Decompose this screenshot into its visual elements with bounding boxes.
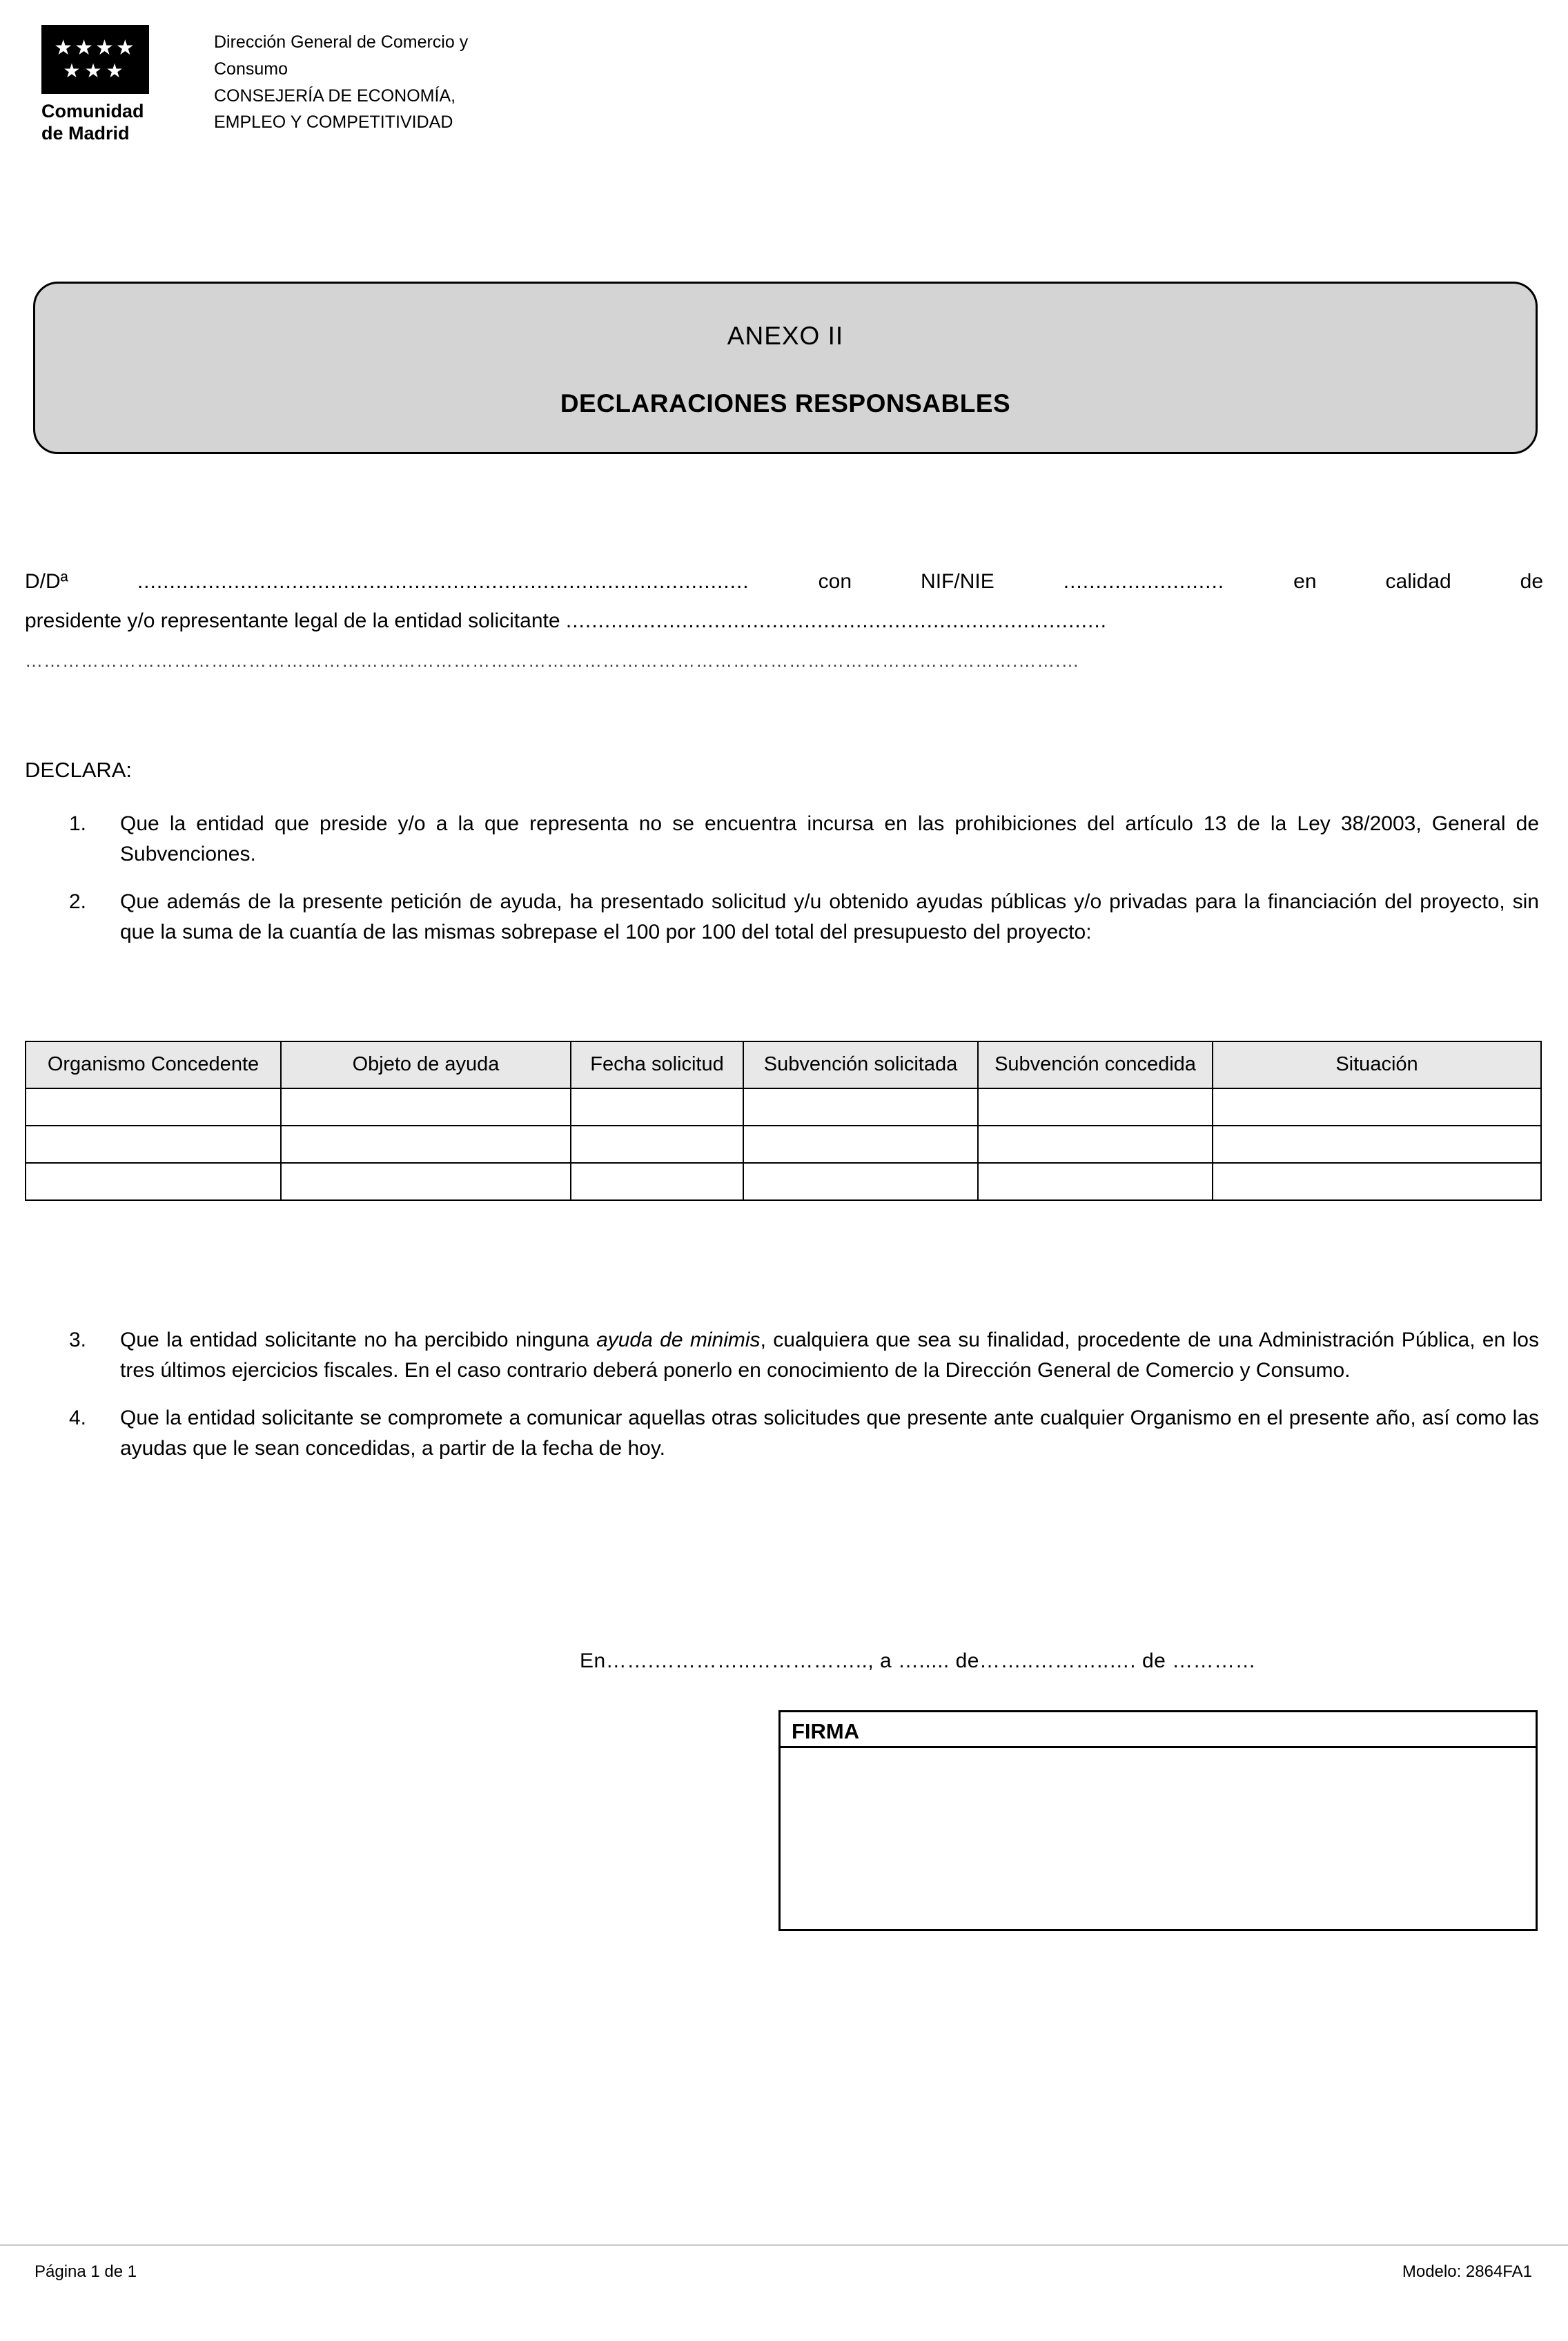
table-row (26, 1088, 1541, 1126)
org-line-1: Dirección General de Comercio y (214, 32, 469, 52)
clause-text: Que además de la presente petición de ayuda, ha presentado solicitud y/u obtenido ayudas públicas y/o privadas para la financiación del proyecto, sin que la suma de la cuantía de las mismas sobrepase el 100 por 100 del total del presupuesto del proyecto: (120, 890, 1539, 943)
role-label: en calidad de (1293, 570, 1544, 593)
nif-label: con NIF/NIE (818, 570, 994, 593)
title-box (33, 282, 1538, 454)
cell-objeto[interactable] (281, 1163, 571, 1200)
org-line-2: Consumo (214, 59, 288, 79)
cell-subvencion-solicitada[interactable] (743, 1163, 978, 1200)
place-date-field[interactable]: En…….…………..…………….., a …..... de……..………..…. de ………… (580, 1649, 1257, 1672)
clause-number: 1. (69, 812, 87, 835)
clause-number: 4. (69, 1407, 87, 1429)
document-header (41, 25, 468, 145)
comunidad-de-madrid-logo (41, 25, 186, 145)
cell-objeto[interactable] (281, 1126, 571, 1163)
column-header-fecha: Fecha solicitud (571, 1041, 743, 1088)
column-header-subvencion-concedida: Subvención concedida (978, 1041, 1213, 1088)
footer-page-number: Página 1 de 1 (35, 2262, 137, 2281)
cell-objeto[interactable] (281, 1088, 571, 1126)
list-item (69, 809, 1539, 869)
cell-situacion[interactable] (1213, 1163, 1541, 1200)
entity-field[interactable]: .................................................................................... (565, 609, 1108, 632)
signature-label: FIRMA (781, 1712, 1536, 1748)
madrid-flag-icon (41, 25, 149, 94)
cell-subvencion-concedida[interactable] (978, 1088, 1213, 1126)
cell-situacion[interactable] (1213, 1088, 1541, 1126)
cell-organismo[interactable] (26, 1088, 281, 1126)
logo-line-1: Comunidad (41, 101, 144, 121)
clause-text: Que la entidad solicitante se compromete a comunicar aquellas otras solicitudes que presente ante cualquier Organismo en el presente año, así como las ayudas que le sean concedidas, a partir de la fecha de hoy. (120, 1407, 1539, 1460)
role-description-label: presidente y/o representante legal de la entidad solicitante (25, 609, 560, 632)
table-row (26, 1126, 1541, 1163)
table-row (26, 1163, 1541, 1200)
cell-organismo[interactable] (26, 1163, 281, 1200)
logo-wordmark (41, 101, 144, 145)
column-header-organismo: Organismo Concedente (26, 1041, 281, 1088)
cell-fecha[interactable] (571, 1088, 743, 1126)
clause-text (120, 1325, 1539, 1385)
list-item (69, 1325, 1539, 1385)
cell-situacion[interactable] (1213, 1126, 1541, 1163)
cell-subvencion-solicitada[interactable] (743, 1126, 978, 1163)
declarant-intro (25, 566, 1543, 674)
declarant-name-field[interactable]: ............................................................................................... (137, 570, 749, 593)
declarant-line-3[interactable]: …………………………………………………………………………………………………………………………………………….…….… (25, 650, 1080, 671)
cell-fecha[interactable] (571, 1126, 743, 1163)
org-line-4: EMPLEO Y COMPETITIVIDAD (214, 112, 453, 133)
declarant-line-1 (25, 566, 1543, 597)
clause-text-after: , cualquiera que sea su finalidad, procedente de una Administración Pública, en los tres últimos ejercicios fiscales. En el caso contrario deberá ponerlo en conocimiento de la Dirección General de Comercio y Consumo. (120, 1329, 1539, 1382)
footer-divider (0, 2244, 1568, 2246)
table-header-row (26, 1041, 1541, 1088)
declarant-name-label: D/Dª (25, 570, 68, 593)
column-header-objeto: Objeto de ayuda (281, 1041, 571, 1088)
clause-number: 3. (69, 1329, 87, 1351)
page-title: DECLARACIONES RESPONSABLES (560, 389, 1011, 418)
cell-subvencion-concedida[interactable] (978, 1126, 1213, 1163)
logo-line-2: de Madrid (41, 122, 130, 144)
clauses-list-second (69, 1325, 1539, 1481)
annex-label: ANEXO II (727, 322, 844, 350)
clause-number: 2. (69, 890, 87, 913)
column-header-subvencion-solicitada: Subvención solicitada (743, 1041, 978, 1088)
other-aids-table (25, 1041, 1542, 1201)
clause-text-italic: ayuda de minimis (596, 1329, 761, 1351)
issuing-organisation (214, 25, 468, 136)
list-item (69, 887, 1539, 947)
column-header-situacion: Situación (1213, 1041, 1541, 1088)
cell-subvencion-solicitada[interactable] (743, 1088, 978, 1126)
clause-text: Que la entidad que preside y/o a la que representa no se encuentra incursa en las prohibiciones del artículo 13 de la Ley 38/2003, General de Subvenciones. (120, 812, 1539, 865)
declarant-line-2 (25, 605, 1543, 636)
clause-text-before: Que la entidad solicitante no ha percibido ninguna (120, 1329, 597, 1351)
list-item (69, 1403, 1539, 1463)
footer-model-code: Modelo: 2864FA1 (1402, 2262, 1532, 2281)
stars-top-icon: ★★★★ (54, 36, 137, 60)
org-line-3: CONSEJERÍA DE ECONOMÍA, (214, 86, 456, 106)
cell-subvencion-concedida[interactable] (978, 1163, 1213, 1200)
cell-fecha[interactable] (571, 1163, 743, 1200)
stars-bottom-icon: ★★★ (63, 59, 128, 82)
declara-label: DECLARA: (25, 758, 133, 782)
cell-organismo[interactable] (26, 1126, 281, 1163)
clauses-list-first (69, 809, 1539, 965)
nif-field[interactable]: ......................... (1063, 570, 1225, 593)
signature-box[interactable] (778, 1710, 1538, 1931)
